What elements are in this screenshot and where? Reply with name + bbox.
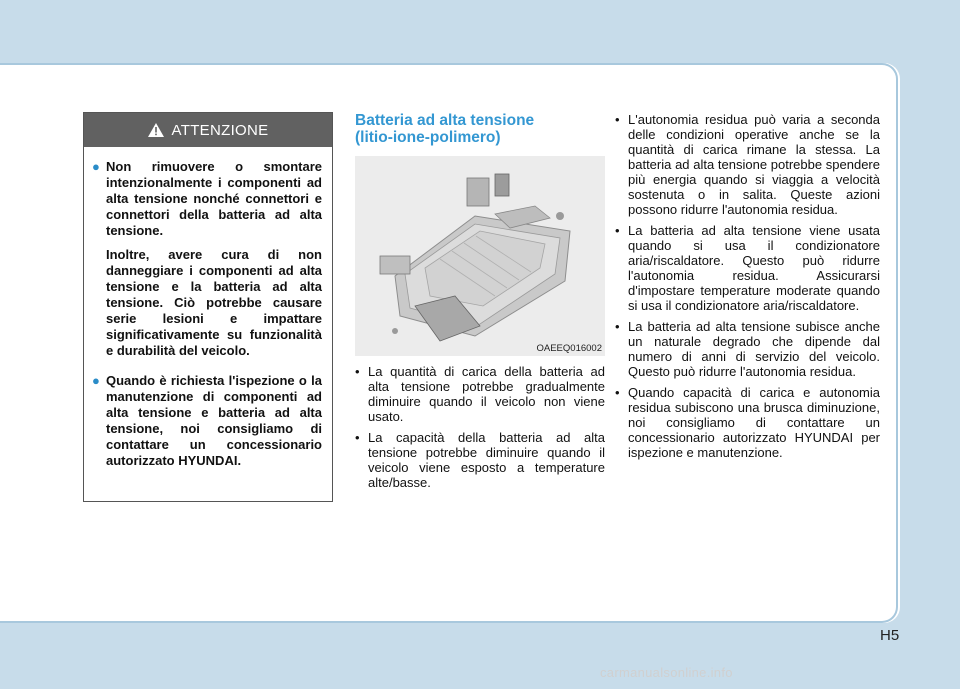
right-column [615, 112, 880, 466]
warning-box [83, 112, 333, 502]
section-title [355, 112, 605, 146]
battery-pack-illustration [355, 156, 605, 356]
warning-title: ATTENZIONE [171, 121, 269, 139]
warning-paragraph: Quando è richiesta l'ispezione o la manutenzione di componenti ad alta tensione e batteria ad alta tensione, noi consigliamo di contattare un concessionario autorizzato HYUNDAI. [106, 373, 322, 468]
section-title-line2: (litio-ione-polimero) [355, 129, 501, 146]
section-title-line1: Batteria ad alta tensione [355, 112, 535, 129]
bullet-dot-icon: ● [92, 373, 100, 388]
warning-triangle-icon [148, 123, 164, 137]
list-item-text: La capacità della batteria ad alta tensione potrebbe diminuire quando il veicolo viene esposto a temperature alte/basse. [368, 430, 605, 490]
warning-item [92, 159, 322, 367]
middle-column [355, 112, 605, 496]
bullet-dot-icon: ● [92, 159, 100, 174]
list-item-text: La quantità di carica della batteria ad alta tensione potrebbe gradualmente diminuire quando il veicolo non viene usato. [368, 364, 605, 424]
list-item-text: La batteria ad alta tensione viene usata quando si usa il condizionatore aria/riscaldatore. Questo può ridurre l'autonomia residua. Assicurarsi d'impostare temperature moderate quando si usa il condizionatore aria/riscaldatore. [628, 223, 880, 313]
list-item-text: L'autonomia residua può varia a seconda delle condizioni operative anche se la quantità di carica rimane la stessa. La batteria ad alta tensione potrebbe spendere più energia quando si viaggia a velocità sostenuta o in salita. Queste azioni possono ridurre l'autonomia residua. [628, 112, 880, 217]
warning-header [84, 113, 332, 147]
bullet-list-left [355, 364, 605, 490]
battery-photo [355, 156, 605, 356]
list-item [615, 112, 880, 217]
list-item [615, 319, 880, 379]
list-item-text: La batteria ad alta tensione subisce anche un naturale degrado che dipende dal numero di anni di servizio del veicolo. Questo può ridurre l'autonomia residua. [628, 319, 880, 379]
list-item [615, 385, 880, 460]
warning-item [92, 373, 322, 477]
bullet-marker: • [615, 319, 620, 334]
warning-paragraph: Non rimuovere o smontare intenzionalmente i componenti ad alta tensione nonché connettori e connettori della batteria ad alta tensione. [106, 159, 322, 238]
bullet-marker: • [615, 385, 620, 400]
bullet-marker: • [615, 223, 620, 238]
list-item [355, 430, 605, 490]
list-item [615, 223, 880, 313]
list-item-text: Quando capacità di carica e autonomia residua subiscono una brusca diminuzione, noi consigliamo di contattare un concessionario autorizzato HYUNDAI per ispezione e manutenzione. [628, 385, 880, 460]
warning-paragraph: Inoltre, avere cura di non danneggiare i componenti ad alta tensione e la batteria ad alta tensione. Ciò potrebbe causare serie lesioni e impattare significativamente su funzionalità e durabilità del veicolo. [106, 247, 322, 358]
warning-body [84, 147, 332, 477]
watermark[interactable]: carmanualsonline.info [600, 665, 733, 680]
page-number: H5 [880, 627, 900, 644]
bullet-marker: • [615, 112, 620, 127]
list-item [355, 364, 605, 424]
image-caption: OAEEQ016002 [536, 343, 602, 354]
bullet-marker: • [355, 364, 360, 379]
bullet-marker: • [355, 430, 360, 445]
